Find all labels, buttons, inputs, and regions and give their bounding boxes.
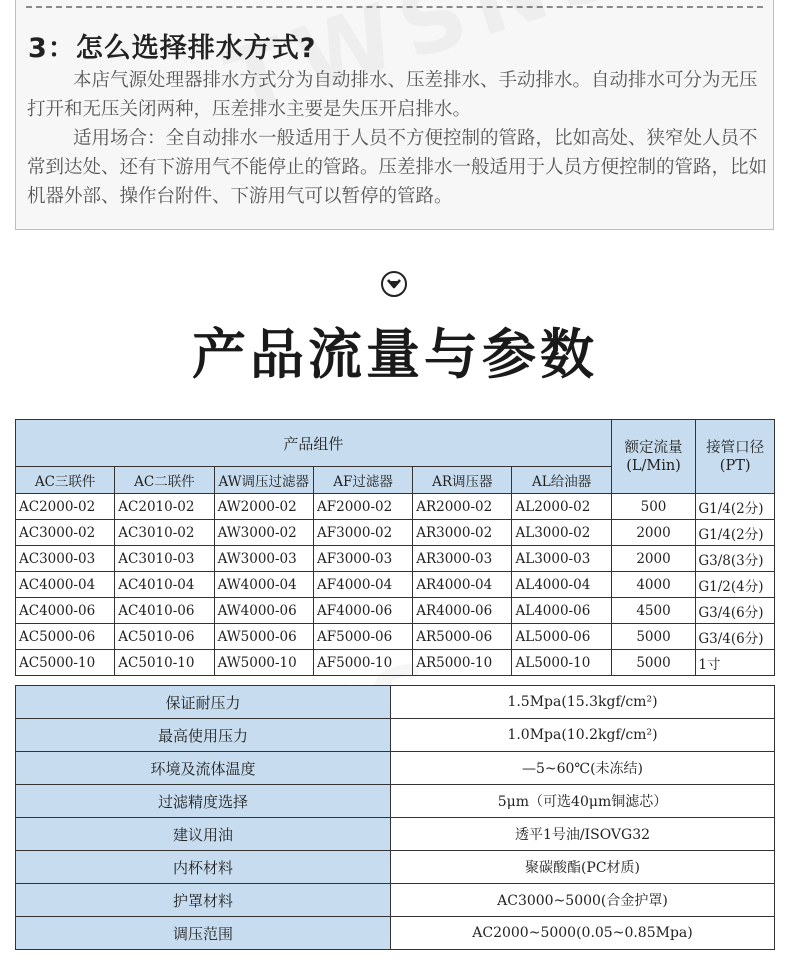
- faq-title: 3：怎么选择排水方式?: [28, 33, 317, 64]
- param-value: 1.0Mpa(10.2kgf/cm²): [391, 719, 775, 752]
- table-cell: G1/4(2分): [696, 494, 775, 520]
- table-cell: G1/2(4分): [696, 572, 775, 598]
- table-cell: AL4000-04: [512, 572, 611, 598]
- param-table: [15, 685, 775, 950]
- col-header: AC二联件: [115, 467, 214, 494]
- param-label: 建议用油: [16, 818, 391, 851]
- table-cell: AC2010-02: [115, 494, 214, 520]
- table-cell: 4000: [611, 572, 696, 598]
- param-value: AC2000~5000(0.05~0.85Mpa): [391, 917, 775, 950]
- table-cell: AF5000-06: [313, 624, 412, 650]
- table-cell: AW4000-04: [214, 572, 313, 598]
- table-cell: AC3010-02: [115, 520, 214, 546]
- table-cell: 5000: [611, 650, 696, 676]
- param-row: [16, 818, 775, 851]
- table-cell: AC5010-10: [115, 650, 214, 676]
- col-header: AR调压器: [413, 467, 512, 494]
- table-cell: AL3000-03: [512, 546, 611, 572]
- flow-table-body: [16, 494, 775, 676]
- table-cell: AR5000-10: [413, 650, 512, 676]
- table-cell: AR4000-04: [413, 572, 512, 598]
- param-row: [16, 686, 775, 719]
- param-row: [16, 917, 775, 950]
- table-cell: G3/4(6分): [696, 598, 775, 624]
- flow-table: [15, 419, 775, 676]
- table-cell: AC4000-06: [16, 598, 115, 624]
- table-cell: 2000: [611, 546, 696, 572]
- group-header: 产品组件: [16, 420, 612, 467]
- table-cell: AR5000-06: [413, 624, 512, 650]
- param-row: [16, 719, 775, 752]
- param-value: 1.5Mpa(15.3kgf/cm²): [391, 686, 775, 719]
- table-cell: AW3000-02: [214, 520, 313, 546]
- table-cell: AC3000-03: [16, 546, 115, 572]
- param-label: 内杯材料: [16, 851, 391, 884]
- param-label: 过滤精度选择: [16, 785, 391, 818]
- table-row: [16, 494, 775, 520]
- col-header: AF过滤器: [313, 467, 412, 494]
- table-cell: AC5010-06: [115, 624, 214, 650]
- table-row: [16, 598, 775, 624]
- param-row: [16, 851, 775, 884]
- table-cell: AC3010-03: [115, 546, 214, 572]
- param-label: 护罩材料: [16, 884, 391, 917]
- param-value: AC3000~5000(合金护罩): [391, 884, 775, 917]
- table-cell: AW5000-06: [214, 624, 313, 650]
- table-cell: AF2000-02: [313, 494, 412, 520]
- col-header: AL给油器: [512, 467, 611, 494]
- table-cell: G1/4(2分): [696, 520, 775, 546]
- table-cell: AL2000-02: [512, 494, 611, 520]
- table-cell: AF3000-03: [313, 546, 412, 572]
- table-cell: AC3000-02: [16, 520, 115, 546]
- table-cell: AR4000-06: [413, 598, 512, 624]
- param-value: 聚碳酸酯(PC材质): [391, 851, 775, 884]
- table-cell: AC4010-06: [115, 598, 214, 624]
- param-value: —5~60℃(未冻结): [391, 752, 775, 785]
- table-cell: AL5000-06: [512, 624, 611, 650]
- param-value: 透平1号油/ISOVG32: [391, 818, 775, 851]
- chevron-down-circle-icon: [380, 270, 408, 298]
- table-cell: AC5000-10: [16, 650, 115, 676]
- port-size-header: 接管口径(PT): [696, 420, 775, 494]
- fine-print-decoration: [195, 386, 595, 400]
- param-value: 5μm（可选40μm铜滤芯）: [391, 785, 775, 818]
- table-cell: AW3000-03: [214, 546, 313, 572]
- table-cell: AF5000-10: [313, 650, 412, 676]
- param-label: 环境及流体温度: [16, 752, 391, 785]
- table-cell: G3/8(3分): [696, 546, 775, 572]
- dashed-divider: [26, 6, 763, 8]
- table-cell: 2000: [611, 520, 696, 546]
- table-cell: 1寸: [696, 650, 775, 676]
- param-row: [16, 752, 775, 785]
- table-cell: AW4000-06: [214, 598, 313, 624]
- param-label: 保证耐压力: [16, 686, 391, 719]
- table-cell: AW2000-02: [214, 494, 313, 520]
- table-cell: AF4000-04: [313, 572, 412, 598]
- table-row: [16, 650, 775, 676]
- table-cell: AC5000-06: [16, 624, 115, 650]
- table-cell: G3/4(6分): [696, 624, 775, 650]
- faq-paragraph-1: 本店气源处理器排水方式分为自动排水、压差排水、手动排水。自动排水可分为无压打开和无压关闭两种，压差排水主要是失压开启排水。: [27, 70, 758, 120]
- param-table-body: [16, 686, 775, 950]
- table-cell: AF3000-02: [313, 520, 412, 546]
- param-label: 最高使用压力: [16, 719, 391, 752]
- faq-box: [15, 0, 774, 230]
- param-row: [16, 785, 775, 818]
- faq-paragraph-2: 适用场合：全自动排水一般适用于人员不方便控制的管路，比如高处、狭窄处人员不常到达处、还有下游用气不能停止的管路。压差排水一般适用于人员方便控制的管路，比如机器外部、操作台附件、下游用气可以暂停的管路。: [27, 128, 768, 207]
- table-cell: 500: [611, 494, 696, 520]
- section-title: 产品流量与参数: [192, 323, 598, 386]
- table-cell: AL4000-06: [512, 598, 611, 624]
- table-row: [16, 624, 775, 650]
- table-cell: AW5000-10: [214, 650, 313, 676]
- table-cell: AR2000-02: [413, 494, 512, 520]
- col-header: AW调压过滤器: [214, 467, 313, 494]
- table-row: [16, 546, 775, 572]
- rated-flow-header: 额定流量(L/Min): [611, 420, 696, 494]
- table-row: [16, 572, 775, 598]
- col-header: AC三联件: [16, 467, 115, 494]
- table-cell: AR3000-02: [413, 520, 512, 546]
- table-cell: AR3000-03: [413, 546, 512, 572]
- table-cell: AL5000-10: [512, 650, 611, 676]
- table-cell: AC4010-04: [115, 572, 214, 598]
- table-cell: 4500: [611, 598, 696, 624]
- table-cell: 5000: [611, 624, 696, 650]
- table-row: [16, 520, 775, 546]
- table-cell: AL3000-02: [512, 520, 611, 546]
- table-cell: AC2000-02: [16, 494, 115, 520]
- param-label: 调压范围: [16, 917, 391, 950]
- param-row: [16, 884, 775, 917]
- table-cell: AF4000-06: [313, 598, 412, 624]
- table-cell: AC4000-04: [16, 572, 115, 598]
